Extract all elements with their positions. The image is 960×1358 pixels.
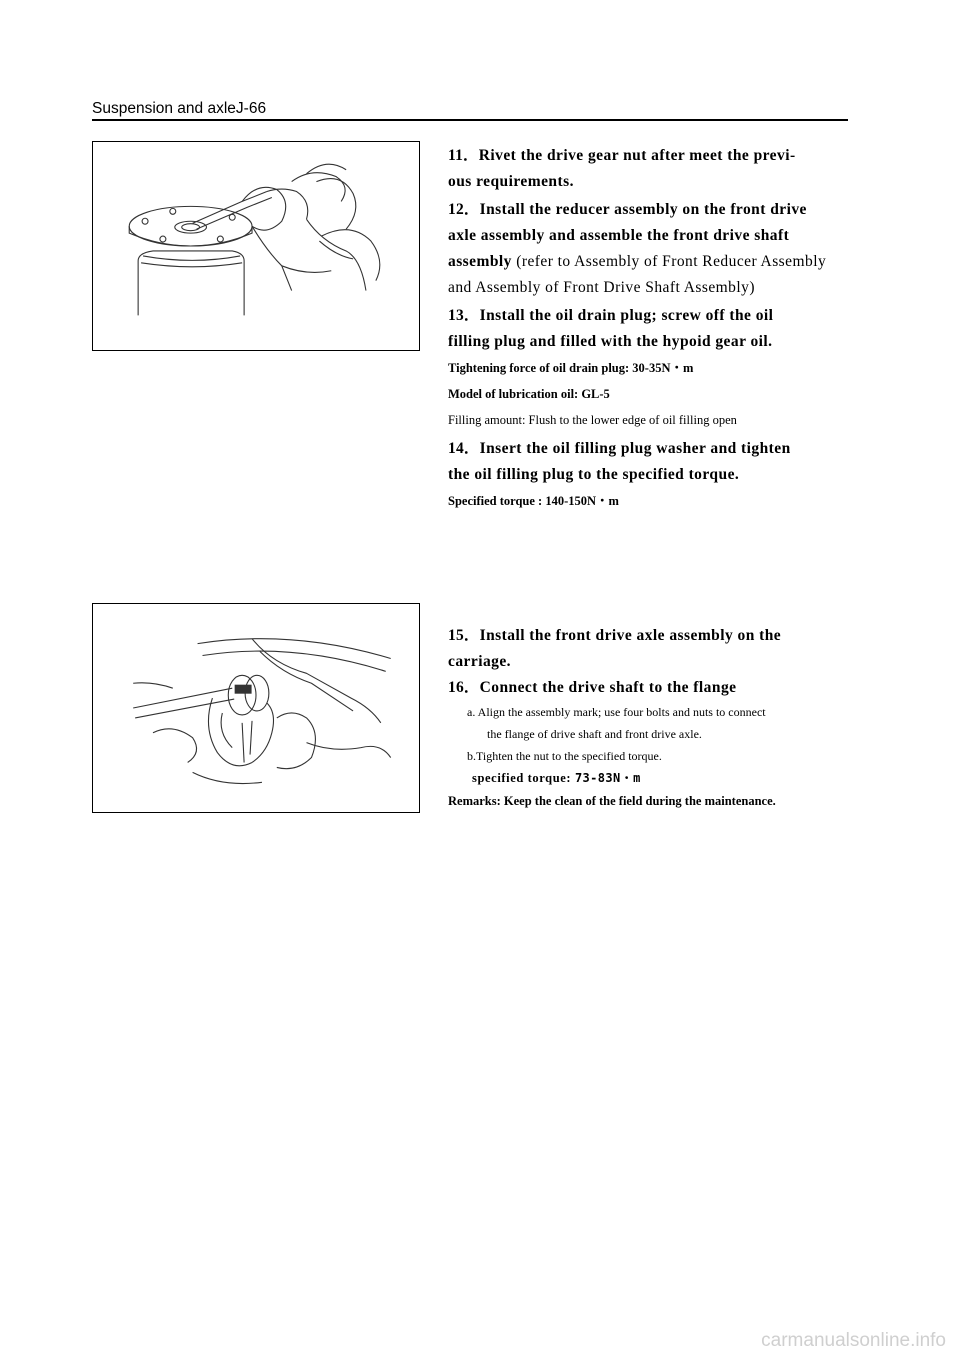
header-divider	[92, 119, 848, 121]
step-12-line-c: assembly (refer to Assembly of Front Reducer Assembly	[448, 253, 827, 270]
step-15-line-b: carriage.	[448, 653, 511, 670]
step-16-title: 16．Connect the drive shaft to the flange	[448, 679, 737, 696]
figure-drive-shaft-flange	[92, 603, 420, 813]
step-14-line-b: the oil filling plug to the specified torque.	[448, 466, 740, 483]
oil-drain-plug-torque: Tightening force of oil drain plug: 30-35N・m	[448, 361, 694, 375]
step-13-line-b: filling plug and filled with the hypoid gear oil.	[448, 333, 773, 350]
step-13-line-a: 13．Install the oil drain plug; screw off the oil	[448, 307, 774, 324]
step-12-line-b: axle assembly and assemble the front drive shaft	[448, 227, 790, 244]
watermark: carmanualsonline.info	[761, 1330, 946, 1351]
step-12-line-a: 12．Install the reducer assembly on the front drive	[448, 201, 807, 218]
step-16-sub-a-line-1: a. Align the assembly mark; use four bolts and nuts to connect	[467, 705, 766, 719]
section-steps-15-16	[448, 623, 850, 813]
step-16-sub-a-line-2: the flange of drive shaft and front drive axle.	[487, 727, 702, 741]
step-11-line-a: 11．Rivet the drive gear nut after meet the previ-	[448, 147, 796, 164]
step-16-sub-b: b.Tighten the nut to the specified torque.	[467, 749, 662, 763]
step-11-line-b: ous requirements.	[448, 173, 574, 190]
maintenance-remark: Remarks: Keep the clean of the field during the maintenance.	[448, 794, 776, 808]
step-14-line-a: 14．Insert the oil filling plug washer and tighten	[448, 440, 791, 457]
step-12-line-d: and Assembly of Front Drive Shaft Assembly)	[448, 279, 755, 296]
step-15-line-a: 15．Install the front drive axle assembly on the	[448, 627, 782, 644]
oil-filling-amount: Filling amount: Flush to the lower edge of oil filling open	[448, 413, 737, 427]
lubrication-oil-model: Model of lubrication oil: GL-5	[448, 387, 610, 401]
drive-shaft-illustration	[93, 604, 419, 812]
header-title: Suspension and axleJ-66	[92, 100, 267, 117]
section-steps-11-14	[448, 143, 850, 514]
figure-rivet-nut	[92, 141, 420, 351]
filling-plug-torque: Specified torque : 140-150N・m	[448, 494, 619, 508]
drive-shaft-torque: specified torque: 73-83N・m	[472, 771, 641, 785]
rivet-nut-illustration	[93, 142, 419, 350]
